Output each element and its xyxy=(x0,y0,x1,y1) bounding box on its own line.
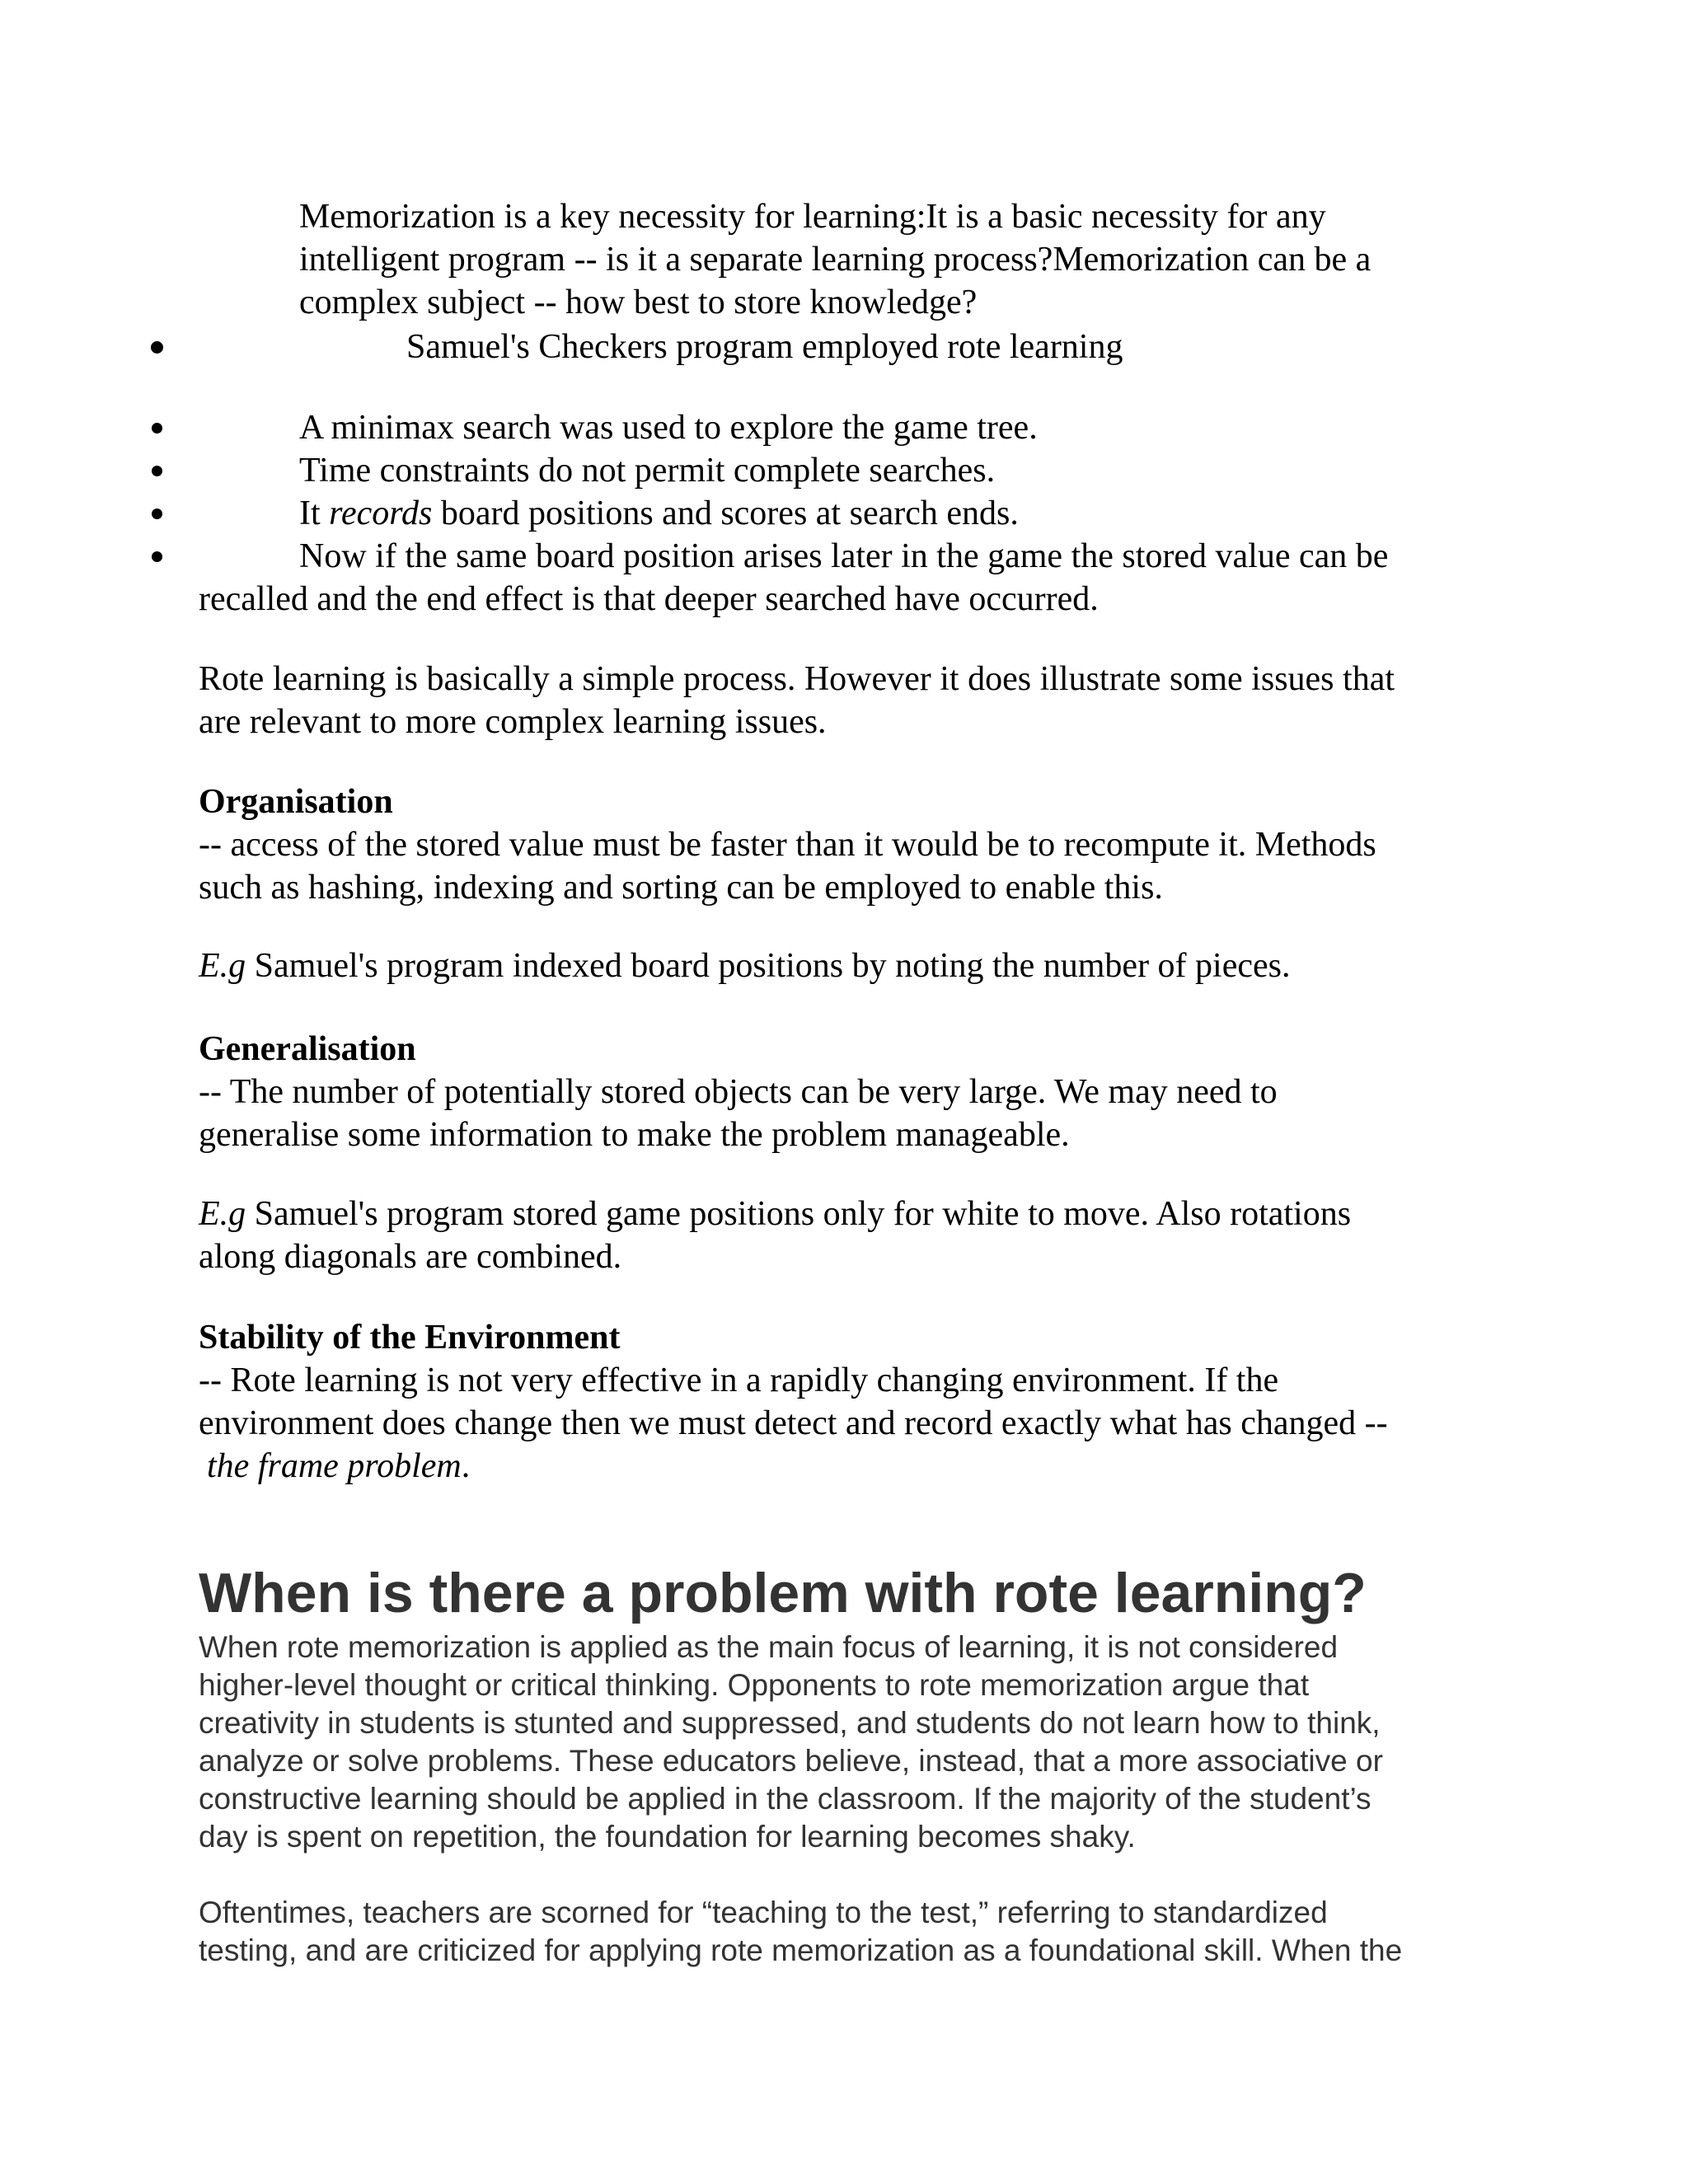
example-text: Samuel's program stored game positions only for white to move. Also rotations xyxy=(246,1195,1352,1233)
generalisation-section xyxy=(199,1028,1501,1156)
organisation-example xyxy=(199,944,1501,987)
bullet-icon xyxy=(151,341,163,354)
paragraph-line: creativity in students is stunted and suppressed, and students do not learn how to think, xyxy=(199,1706,1381,1740)
list-item-text-pre: It xyxy=(299,494,330,532)
list-item-text: Samuel's Checkers program employed rote learning xyxy=(406,328,1123,366)
intro-line: Memorization is a key necessity for learning:It is a basic necessity for any xyxy=(299,198,1326,236)
list-item-text: A minimax search was used to explore the game tree. xyxy=(299,409,1038,447)
example-text: Samuel's program indexed board positions by noting the number of pieces. xyxy=(246,947,1291,985)
paragraph-line: -- The number of potentially stored objects can be very large. We may need to xyxy=(199,1073,1278,1111)
example-label: E.g xyxy=(199,1195,246,1233)
list-item-text-post: board positions and scores at search ends. xyxy=(432,494,1019,532)
list-item-text: Time constraints do not permit complete searches. xyxy=(299,452,996,490)
list-item-continuation: recalled and the end effect is that deeper searched have occurred. xyxy=(199,580,1099,618)
list-item xyxy=(0,406,1688,449)
paragraph-line: are relevant to more complex learning issues. xyxy=(199,703,827,741)
example-line: along diagonals are combined. xyxy=(199,1238,622,1276)
paragraph-line: Oftentimes, teachers are scorned for “teaching to the test,” referring to standardized xyxy=(199,1896,1328,1929)
paragraph-line: generalise some information to make the problem manageable. xyxy=(199,1116,1070,1154)
section-heading: Organisation xyxy=(199,783,393,821)
article-paragraph-1 xyxy=(199,1629,1534,1856)
list-item xyxy=(0,492,1688,535)
paragraph-line: constructive learning should be applied in the classroom. If the majority of the student’s xyxy=(199,1782,1372,1816)
paragraph-line: -- access of the stored value must be faster than it would be to recompute it. Methods xyxy=(199,826,1376,864)
list-item xyxy=(0,535,1688,578)
paragraph-line: higher-level thought or critical thinking. Opponents to rote memorization argue that xyxy=(199,1668,1310,1702)
paragraph-line: testing, and are criticized for applying rote memorization as a foundational skill. When the xyxy=(199,1933,1403,1967)
example-line xyxy=(199,1193,1501,1235)
paragraph-line: Rote learning is basically a simple process. However it does illustrate some issues that xyxy=(199,660,1395,698)
bullet-icon xyxy=(152,551,162,562)
paragraph-line: When rote memorization is applied as the main focus of learning, it is not considered xyxy=(199,1630,1339,1664)
paragraph-line: -- Rote learning is not very effective in a rapidly changing environment. If the xyxy=(199,1361,1279,1399)
list-item xyxy=(0,449,1688,492)
article-paragraph-2 xyxy=(199,1894,1534,1970)
rote-paragraph xyxy=(199,658,1501,743)
bullet-icon xyxy=(152,423,162,434)
intro-paragraph xyxy=(299,195,1494,324)
emphasis-frame-problem: the frame problem xyxy=(207,1447,462,1485)
article-title: When is there a problem with rote learning? xyxy=(199,1562,1367,1624)
paragraph-line: day is spent on repetition, the foundation for learning becomes shaky. xyxy=(199,1820,1136,1854)
generalisation-example xyxy=(199,1193,1501,1278)
list-item xyxy=(0,326,1688,368)
intro-line: complex subject -- how best to store knowledge? xyxy=(299,284,978,321)
section-heading: Generalisation xyxy=(199,1030,416,1068)
emphasis-records: records xyxy=(329,494,433,532)
paragraph-line: such as hashing, indexing and sorting can be employed to enable this. xyxy=(199,869,1163,907)
section-heading: Stability of the Environment xyxy=(199,1319,621,1357)
example-label: E.g xyxy=(199,947,246,985)
paragraph-line: analyze or solve problems. These educators believe, instead, that a more associative or xyxy=(199,1744,1383,1778)
bullet-icon xyxy=(152,509,162,519)
paragraph-line-end: . xyxy=(461,1447,471,1485)
paragraph-line xyxy=(199,1445,1501,1488)
bullet-icon xyxy=(152,466,162,476)
intro-line: intelligent program -- is it a separate learning process?Memorization can be a xyxy=(299,241,1372,279)
list-item-text xyxy=(299,492,1019,535)
list-item-text: Now if the same board position arises later in the game the stored value can be xyxy=(299,537,1389,575)
paragraph-line: environment does change then we must detect and record exactly what has changed -- xyxy=(199,1404,1388,1442)
organisation-section xyxy=(199,780,1501,909)
stability-section xyxy=(199,1316,1501,1488)
